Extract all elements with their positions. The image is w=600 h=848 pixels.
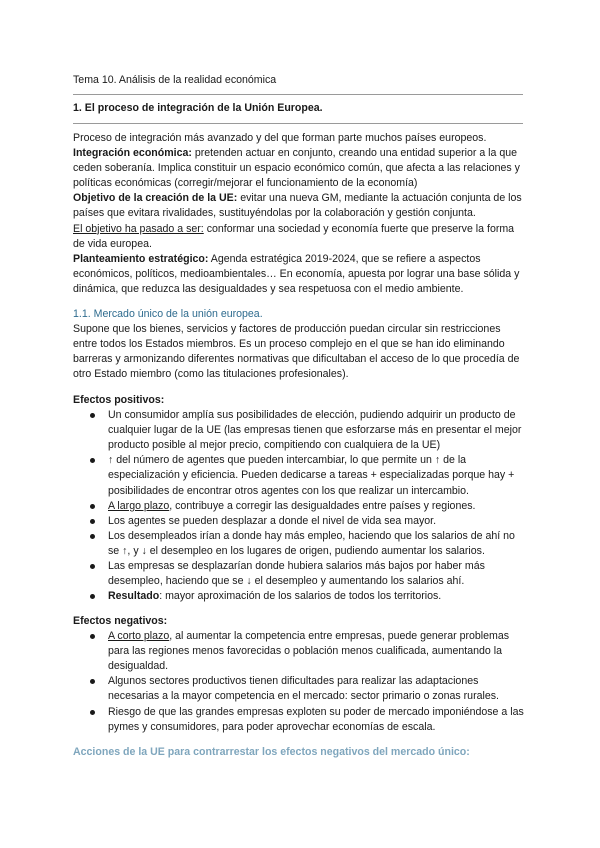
- intro-paragraph: Proceso de integración más avanzado y del que forman parte muchos países europeos.: [73, 132, 487, 144]
- section11-heading: 1.1. Mercado único de la unión europea.: [73, 308, 263, 320]
- list-item: [73, 705, 525, 735]
- list-item: [73, 499, 525, 514]
- planteamiento-label: Planteamiento estratégico:: [73, 252, 209, 265]
- objetivo-text: evitar una nueva GM, mediante la actuación conjunta de los países que evitara rivalidades, sustituyéndolas por la colaboración y gestión conjunta.: [73, 192, 522, 220]
- item-text: Las empresas se desplazarían donde hubiera salarios más bajos por haber más desempleo, haciendo que se ↓ el desempleo y aumentando los salarios ahí.: [108, 560, 485, 588]
- divider: [73, 94, 523, 95]
- item-text: , al aumentar la competencia entre empresas, puede generar problemas para las regiones menos favorecidas o población menos cualificada, aumentando la desigualdad.: [108, 630, 510, 673]
- underlined-term: A largo plazo: [108, 499, 170, 512]
- bullet-icon: [90, 564, 95, 569]
- objetivo-pasado-text: conformar una sociedad y economía fuerte que preserve la forma de vida europea.: [73, 222, 515, 250]
- underlined-term: A corto plazo: [108, 630, 170, 643]
- integracion-text: pretenden actuar en conjunto, creando una entidad superior a la que ceden soberanía. Implica constituir un espacio económico común, que afecta a las relaciones y políticas económicas (corregir/mejorar el funcionamiento de la economía): [73, 147, 520, 190]
- item-text: Los desempleados irían a donde hay más empleo, haciendo que los salarios de ahí no se ↑, y ↓ el desempleo en los lugares de origen, pudiendo aumentar los salarios.: [108, 529, 515, 557]
- item-text: Riesgo de que las grandes empresas exploten su poder de mercado imponiéndose a las pymes y consumidores, para poder aprovechar economías de escala.: [108, 705, 524, 733]
- section1-body: [73, 131, 525, 297]
- divider: [73, 123, 523, 124]
- item-text: Algunos sectores productivos tienen dificultades para realizar las adaptaciones necesarias a la mayor competencia en el mercado: sector primario o zonas rurales.: [108, 675, 499, 703]
- bullet-icon: [90, 519, 95, 524]
- bullet-icon: [90, 594, 95, 599]
- bullet-icon: [90, 458, 95, 463]
- positivos-list: [73, 408, 525, 604]
- objetivo-pasado-label: El objetivo ha pasado a ser:: [73, 222, 204, 235]
- list-item: [73, 453, 525, 498]
- planteamiento-text: Agenda estratégica 2019-2024, que se refiere a aspectos económicos, políticos, medioambientales… En economía, apuesta por lograr una base sólida y dinámica, que reduzca las desigualdades y sea respetuosa con el medio ambiente.: [73, 252, 520, 295]
- bullet-icon: [90, 634, 95, 639]
- positivos-heading: Efectos positivos:: [73, 394, 165, 406]
- objetivo-pasado-paragraph: [73, 222, 525, 252]
- efectos-negativos: [73, 614, 525, 735]
- integracion-label: Integración económica:: [73, 147, 192, 160]
- item-text: ↑ del número de agentes que pueden intercambiar, lo que permite un ↑ de la especialización y eficiencia. Pueden dedicarse a tareas + especializadas porque hay + posibilidades de encontrar otros agentes con los que realizar un intercambio.: [108, 454, 515, 497]
- negativos-list: [73, 629, 525, 735]
- objetivo-paragraph: [73, 191, 525, 221]
- section11-paragraph: Supone que los bienes, servicios y factores de producción puedan circular sin restricciones entre todos los Estados miembros. Es un proceso complejo en el que se han ido eliminando barreras y armonizando diferentes normativas que dificultaban el acceso de lo que procedía de otro Estado miembro (como las titulaciones profesionales).: [73, 323, 520, 381]
- objetivo-label: Objetivo de la creación de la UE:: [73, 192, 238, 205]
- section11: [73, 307, 525, 382]
- list-item: [73, 529, 525, 559]
- list-item: [73, 674, 525, 704]
- list-item: [73, 514, 525, 529]
- bullet-icon: [90, 710, 95, 715]
- bold-term: Resultado: [108, 590, 160, 603]
- efectos-positivos: [73, 393, 525, 604]
- bullet-icon: [90, 679, 95, 684]
- list-item: [73, 589, 525, 604]
- integracion-paragraph: [73, 146, 525, 191]
- bullet-icon: [90, 504, 95, 509]
- planteamiento-paragraph: [73, 252, 525, 297]
- list-item: [73, 629, 525, 674]
- item-text: Un consumidor amplía sus posibilidades de elección, pudiendo adquirir un producto de cualquier lugar de la UE (las empresas tienen que esforzarse más en presentar el mejor producto posible al mejor precio, compitiendo con cualquiera de la UE): [108, 409, 522, 452]
- item-text: Los agentes se pueden desplazar a donde el nivel de vida sea mayor.: [108, 514, 437, 527]
- item-text: , contribuye a corregir las desigualdades entre países y regiones.: [169, 499, 476, 512]
- bullet-icon: [90, 413, 95, 418]
- negativos-heading: Efectos negativos:: [73, 615, 168, 627]
- bullet-icon: [90, 534, 95, 539]
- list-item: [73, 408, 525, 453]
- list-item: [73, 559, 525, 589]
- acciones-heading: Acciones de la UE para contrarrestar los efectos negativos del mercado único:: [73, 746, 470, 758]
- page-title: Tema 10. Análisis de la realidad económica: [73, 74, 277, 86]
- section-heading: 1. El proceso de integración de la Unión Europea.: [73, 102, 323, 114]
- item-text: : mayor aproximación de los salarios de todos los territorios.: [159, 590, 442, 603]
